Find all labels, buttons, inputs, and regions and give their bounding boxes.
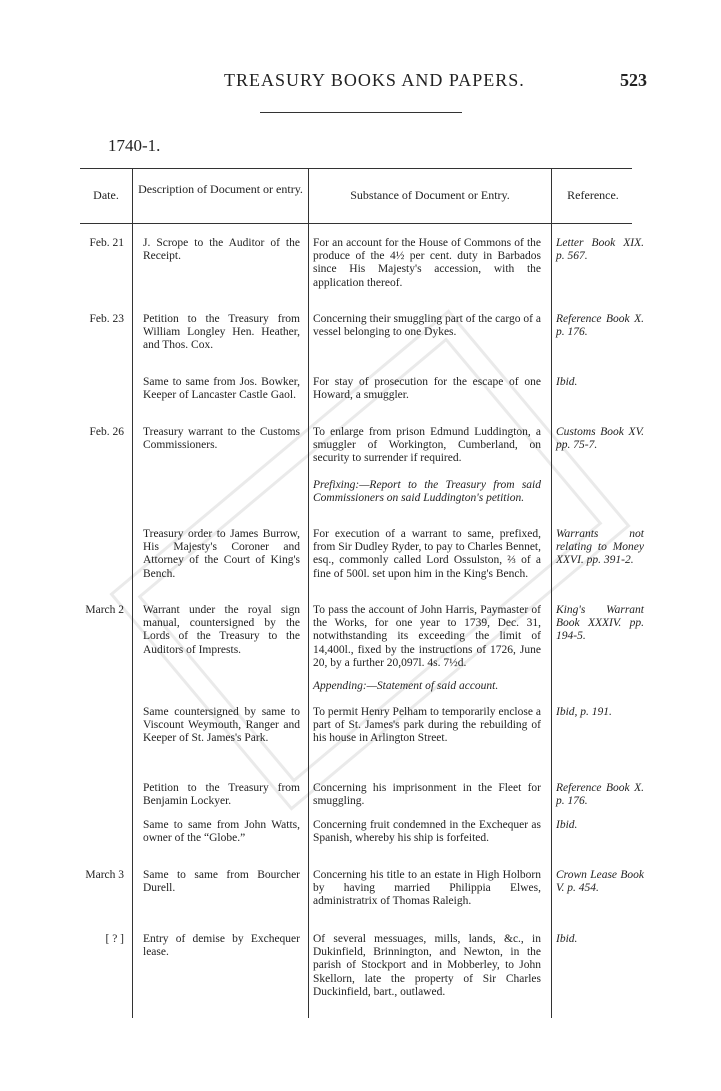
entry-reference: Reference Book X. p. 176.	[556, 782, 644, 808]
entry-substance: Concerning his title to an estate in High Holborn by having married Philippia Elwes, administratrix of Thomas Raleigh.	[313, 869, 541, 908]
entry-reference: Letter Book XIX. p. 567.	[556, 237, 644, 263]
entry-description: Entry of demise by Exchequer lease.	[143, 933, 300, 959]
header-bottom-rule	[80, 223, 632, 224]
entry-date: Feb. 23	[89, 313, 124, 325]
entry-substance: Concerning his imprisonment in the Fleet for smuggling.	[313, 782, 541, 808]
entry-reference: Warrants not relating to Money XXVI. pp. 391-2.	[556, 528, 644, 567]
entry-date: March 2	[85, 604, 124, 616]
entry-reference: King's Warrant Book XXXIV. pp. 194-5.	[556, 604, 644, 643]
entry-description: J. Scrope to the Auditor of the Receipt.	[143, 237, 300, 263]
year-heading: 1740-1.	[108, 136, 161, 155]
header-rule	[260, 112, 462, 113]
entry-substance: For stay of prosecution for the escape of one Howard, a smuggler.	[313, 376, 541, 402]
entry-substance: For execution of a warrant to same, prefixed, from Sir Dudley Ryder, to pay to Charles Bennet, esq., commonly called Lord Ossulston, ⅔ of a fine of 500l. set upon him in the King's Bench.	[313, 528, 541, 580]
entry-description: Warrant under the royal sign manual, countersigned by the Lords of the Treasury to the Auditors of Imprests.	[143, 604, 300, 656]
column-divider	[308, 168, 309, 1018]
entry-date: [ ? ]	[105, 933, 124, 945]
entry-substance: Of several messuages, mills, lands, &c., in Dukinfield, Brinnington, and Newton, in the parish of Stockport and in Mobberley, to John Skellorn, late the property of Sir Charles Duckinfield, bart., outlawed.	[313, 933, 541, 998]
column-header-date: Date.	[93, 188, 119, 202]
entry-substance: To enlarge from prison Edmund Luddington, a smuggler of Workington, Cumberland, on security to surrender if required.	[313, 426, 541, 465]
entry-date: March 3	[85, 869, 124, 881]
entry-description: Same to same from John Watts, owner of the “Globe.”	[143, 819, 300, 845]
entry-substance-note: Prefixing:—Report to the Treasury from said Commissioners on said Luddington's petition.	[313, 479, 541, 505]
entry-reference: Ibid.	[556, 933, 578, 945]
running-title: TREASURY BOOKS AND PAPERS.	[224, 70, 525, 90]
entry-substance: Concerning fruit condemned in the Exchequer as Spanish, whereby his ship is forfeited.	[313, 819, 541, 845]
entry-description: Petition to the Treasury from Benjamin Lockyer.	[143, 782, 300, 808]
column-header-substance: Substance of Document or Entry.	[350, 188, 510, 202]
column-header-description: Description of Document or entry.	[138, 182, 303, 196]
entry-reference: Crown Lease Book V. p. 454.	[556, 869, 644, 895]
entry-description: Treasury order to James Burrow, His Majesty's Coroner and Attorney of the Court of King's Bench.	[143, 528, 300, 580]
page-number: 523	[620, 70, 647, 90]
column-divider	[551, 168, 552, 1018]
entry-substance: To permit Henry Pelham to temporarily enclose a part of St. James's park during the rebuilding of his house in Arlington Street.	[313, 706, 541, 745]
entry-description: Treasury warrant to the Customs Commissioners.	[143, 426, 300, 452]
entry-description: Same to same from Jos. Bowker, Keeper of Lancaster Castle Gaol.	[143, 376, 300, 402]
entry-description: Same countersigned by same to Viscount Weymouth, Ranger and Keeper of St. James's Park.	[143, 706, 300, 745]
entry-description: Petition to the Treasury from William Longley Hen. Heather, and Thos. Cox.	[143, 313, 300, 352]
entry-reference: Ibid.	[556, 819, 578, 831]
table-top-rule	[80, 168, 632, 169]
entry-substance-note: Appending:—Statement of said account.	[313, 680, 499, 692]
column-divider	[132, 168, 133, 1018]
entry-reference: Ibid, p. 191.	[556, 706, 612, 718]
entry-reference: Ibid.	[556, 376, 578, 388]
entry-reference: Reference Book X. p. 176.	[556, 313, 644, 339]
entry-substance: For an account for the House of Commons of the produce of the 4½ per cent. duty in Barbados since His Majesty's accession, with the application thereof.	[313, 237, 541, 289]
entry-description: Same to same from Bourcher Durell.	[143, 869, 300, 895]
entry-substance: Concerning their smuggling part of the cargo of a vessel belonging to one Dykes.	[313, 313, 541, 339]
entry-substance: To pass the account of John Harris, Paymaster of the Works, for one year to 1739, Dec. 31, notwithstanding its exceeding the limit of 14,400l., fixed by the instructions of 1726, June 20, by a further 20,097l. 4s. 7½d.	[313, 604, 541, 669]
entry-date: Feb. 26	[89, 426, 124, 438]
entry-reference: Customs Book XV. pp. 75-7.	[556, 426, 644, 452]
entries-table	[80, 168, 644, 1018]
column-header-reference: Reference.	[567, 188, 619, 202]
entry-date: Feb. 21	[89, 237, 124, 249]
